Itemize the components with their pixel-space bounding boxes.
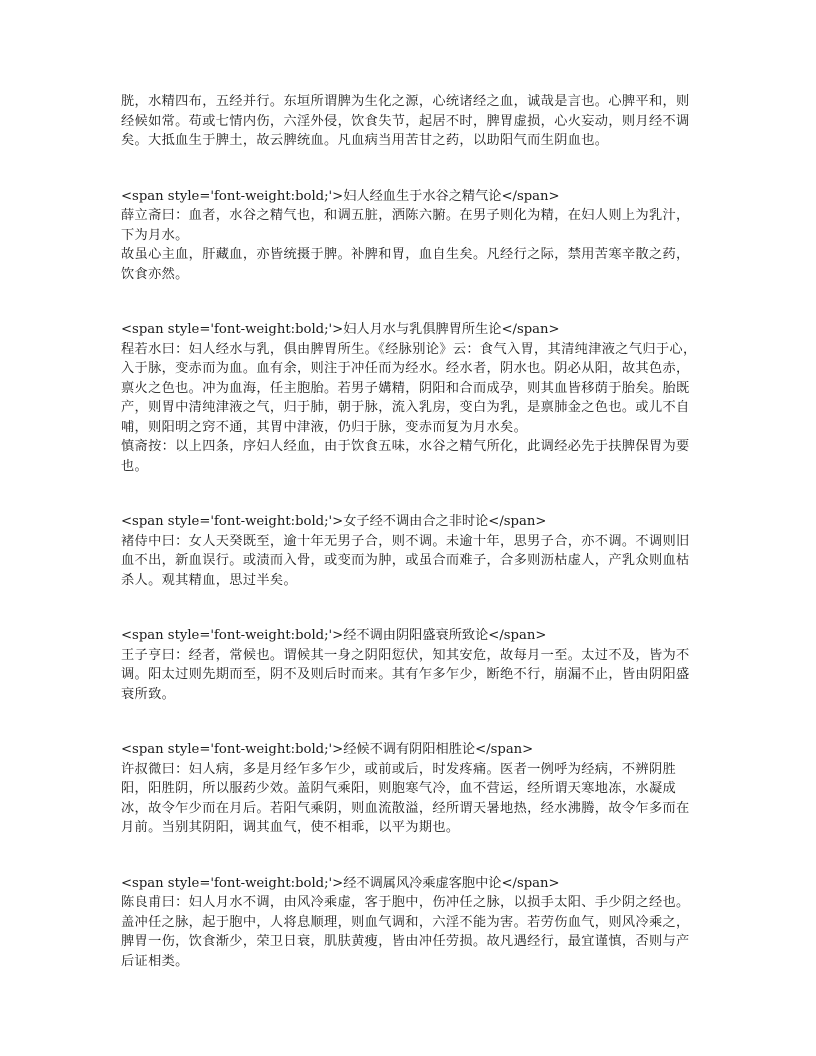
section-paragraph: 故虽心主血，肝藏血，亦皆统摄于脾。补脾和胃，血自生矣。凡经行之际，禁用苦寒辛散之药，饮食亦然。 [121, 247, 690, 282]
section-paragraph: 褚侍中曰：女人天癸既至，逾十年无男子合，则不调。未逾十年，思男子合，亦不调。不调则旧血不出，新血误行。或渍而入骨，或变而为肿，或虽合而难子，合多则沥枯虚人，产乳众则血枯杀人。观其精血，思过半矣。 [121, 533, 690, 588]
section-heading: <span style='font-weight:bold;'>经不调由阴阳盛衰所致论</span> [121, 628, 547, 643]
section-heading: <span style='font-weight:bold;'>经不调属风冷乘虚客胞中论</span> [121, 875, 560, 891]
section-4 [121, 626, 701, 704]
section-paragraph: 王子亨曰：经者，常候也。谓候其一身之阴阳愆伏，知其安危，故每月一至。太过不及，皆为不调。阳太过则先期而至，阴不及则后时而来。其有乍多乍少，断绝不行，崩漏不止，皆由阴阳盛衰所致。 [121, 647, 690, 702]
document-page [121, 92, 701, 971]
section-1 [121, 187, 701, 285]
section-paragraph: 薛立斋曰：血者，水谷之精气也，和调五脏，洒陈六腑。在男子则化为精，在妇人则上为乳汁，下为月水。 [121, 208, 690, 243]
section-paragraph: 程若水曰：妇人经水与乳，俱由脾胃所生。《经脉别论》云：食气入胃，其清纯津液之气归于心，入于脉，变赤而为血。血有余，则注于冲任而为经水。经水者，阴水也。阴必从阳，故其色赤，禀火之色也。冲为血海，任主胞胎。若男子媾精，阴阳和合而成孕，则其血皆移荫于胎矣。胎既产，则胃中清纯津液之气，归于肺，朝于脉，流入乳房，变白为乳，是禀肺金之色也。或儿不自哺，则阳明之窍不通，其胃中津液，仍归于脉，变赤而复为月水矣。 [121, 341, 697, 435]
section-paragraph: 许叔微曰：妇人病，多是月经乍多乍少，或前或后，时发疼痛。医者一例呼为经病，不辨阴胜阳，阳胜阴，所以服药少效。盖阴气乘阳，则胞寒气冷，血不营运，经所谓天寒地冻，水凝成冰，故令乍少而在月后。若阳气乘阴，则血流散溢，经所谓天暑地热，经水沸腾，故令乍多而在月前。当别其阴阳，调其血气，使不相乖，以平为期也。 [121, 761, 690, 835]
section-heading: <span style='font-weight:bold;'>经候不调有阴阳相胜论</span> [121, 742, 534, 757]
section-6 [121, 874, 701, 972]
section-3 [121, 512, 701, 590]
section-paragraph: 陈良甫曰：妇人月水不调，由风冷乘虚，客于胞中，伤冲任之脉，以损手太阳、手少阴之经也。盖冲任之脉，起于胞中，人将息顺理，则血气调和，六淫不能为害。若劳伤血气，则风冷乘之，脾胃一伤，饮食渐少，荣卫日衰，肌肤黄瘦，皆由冲任劳损。故凡遇经行，最宜谨慎，否则与产后证相类。 [121, 895, 690, 969]
section-heading: <span style='font-weight:bold;'>女子经不调由合之非时论</span> [121, 514, 547, 529]
section-5 [121, 740, 701, 838]
intro-paragraph: 胱，水精四布，五经并行。东垣所谓脾为生化之源，心统诸经之血，诚哉是言也。心脾平和，则经候如常。苟或七情内伤，六淫外侵，饮食失节，起居不时，脾胃虚损，心火妄动，则月经不调矣。大抵血生于脾土，故云脾统血。凡血病当用苦甘之药，以助阳气而生阴血也。 [121, 94, 690, 148]
section-paragraph: 慎斋按：以上四条，序妇人经血，由于饮食五味，水谷之精气所化，此调经必先于扶脾保胃为要也。 [121, 439, 690, 474]
section-heading: <span style='font-weight:bold;'>妇人月水与乳俱脾胃所生论</span> [121, 322, 560, 337]
section-2 [121, 320, 701, 476]
section-heading: <span style='font-weight:bold;'>妇人经血生于水谷之精气论</span> [121, 188, 560, 204]
